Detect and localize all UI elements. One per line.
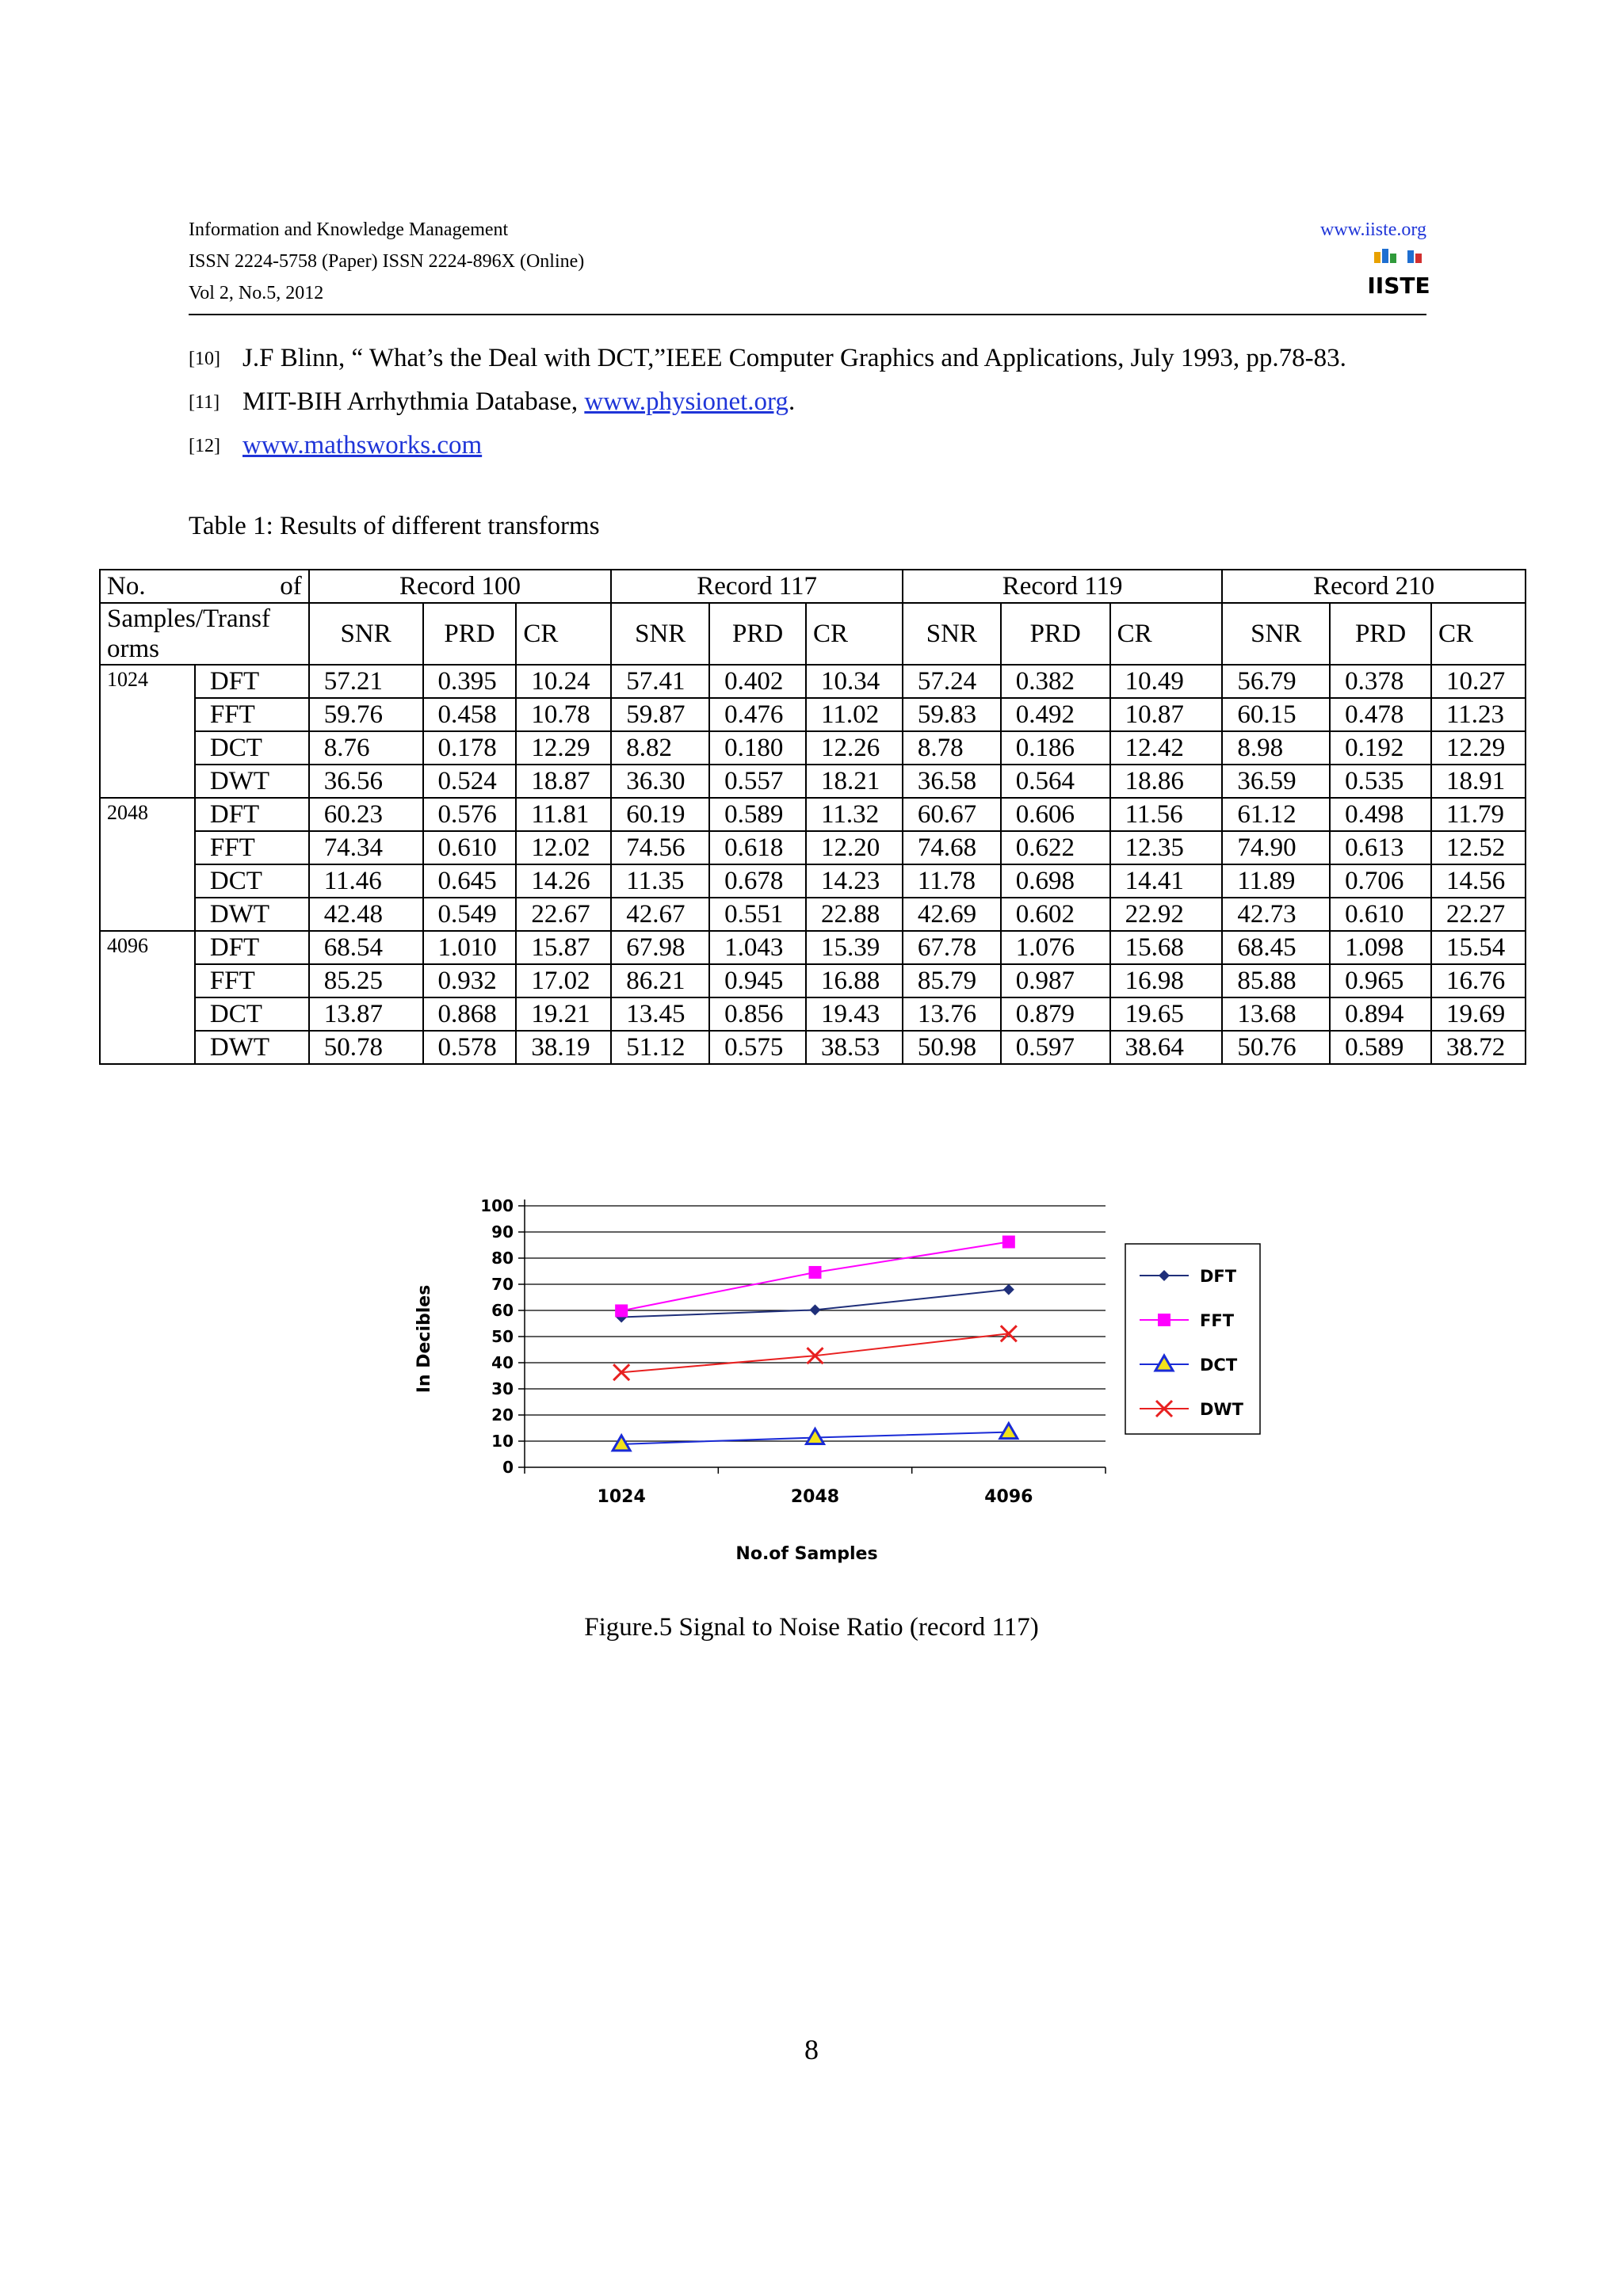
value-cell: 74.68	[903, 831, 1001, 864]
transform-cell: DCT	[195, 997, 309, 1031]
transform-cell: DFT	[195, 931, 309, 964]
value-cell: 0.610	[423, 831, 517, 864]
value-cell: 15.39	[806, 931, 903, 964]
value-cell: 0.576	[423, 798, 517, 831]
value-cell: 0.618	[709, 831, 806, 864]
value-cell: 42.73	[1222, 898, 1330, 931]
metric-header: CR	[806, 603, 903, 665]
transform-cell: DWT	[195, 898, 309, 931]
legend-marker	[1155, 1356, 1173, 1371]
value-cell: 56.79	[1222, 665, 1330, 698]
value-cell: 61.12	[1222, 798, 1330, 831]
value-cell: 10.49	[1110, 665, 1223, 698]
value-cell: 36.56	[309, 765, 423, 798]
page-number: 8	[804, 2034, 819, 2065]
value-cell: 36.30	[611, 765, 709, 798]
point-dct	[1000, 1424, 1018, 1439]
y-tick-label: 70	[491, 1275, 514, 1294]
value-cell: 12.26	[806, 731, 903, 765]
value-cell: 10.34	[806, 665, 903, 698]
value-cell: 85.79	[903, 964, 1001, 997]
value-cell: 8.78	[903, 731, 1001, 765]
value-cell: 0.492	[1001, 698, 1110, 731]
value-cell: 10.78	[516, 698, 611, 731]
value-cell: 1.043	[709, 931, 806, 964]
value-cell: 15.54	[1431, 931, 1526, 964]
y-tick-label: 80	[491, 1249, 514, 1268]
value-cell: 11.35	[611, 864, 709, 898]
value-cell: 1.010	[423, 931, 517, 964]
value-cell: 0.856	[709, 997, 806, 1031]
value-cell: 0.549	[423, 898, 517, 931]
value-cell: 12.29	[516, 731, 611, 765]
x-axis-label: No.of Samples	[735, 1544, 878, 1564]
value-cell: 19.69	[1431, 997, 1526, 1031]
value-cell: 0.602	[1001, 898, 1110, 931]
table-row	[100, 831, 1526, 864]
value-cell: 57.41	[611, 665, 709, 698]
value-cell: 0.613	[1330, 831, 1431, 864]
value-cell: 60.19	[611, 798, 709, 831]
value-cell: 15.68	[1110, 931, 1223, 964]
value-cell: 0.395	[423, 665, 517, 698]
value-cell: 67.98	[611, 931, 709, 964]
table-row	[100, 698, 1526, 731]
reference-link[interactable]: www.physionet.org	[584, 387, 789, 416]
record-header: Record 210	[1222, 570, 1526, 603]
value-cell: 59.83	[903, 698, 1001, 731]
metric-header: CR	[1431, 603, 1526, 665]
value-cell: 60.15	[1222, 698, 1330, 731]
logo-text: IISTE	[1367, 273, 1430, 299]
value-cell: 0.645	[423, 864, 517, 898]
table-row	[100, 731, 1526, 765]
value-cell: 14.56	[1431, 864, 1526, 898]
y-tick-label: 90	[491, 1222, 514, 1241]
x-tick-label: 1024	[597, 1487, 646, 1507]
value-cell: 11.02	[806, 698, 903, 731]
transform-cell: DCT	[195, 731, 309, 765]
issn-line: ISSN 2224-5758 (Paper) ISSN 2224-896X (Online)	[189, 251, 585, 272]
value-cell: 11.81	[516, 798, 611, 831]
y-tick-label: 20	[491, 1405, 514, 1425]
value-cell: 19.21	[516, 997, 611, 1031]
results-table	[99, 569, 1526, 1065]
transform-cell: DWT	[195, 1031, 309, 1064]
metric-header: PRD	[1330, 603, 1431, 665]
samples-cell: 2048	[100, 798, 195, 931]
value-cell: 19.65	[1110, 997, 1223, 1031]
snr-line-chart	[404, 1180, 1260, 1577]
value-cell: 0.564	[1001, 765, 1110, 798]
value-cell: 0.180	[709, 731, 806, 765]
legend-label: FFT	[1200, 1311, 1235, 1330]
value-cell: 0.524	[423, 765, 517, 798]
value-cell: 11.23	[1431, 698, 1526, 731]
value-cell: 16.88	[806, 964, 903, 997]
value-cell: 0.192	[1330, 731, 1431, 765]
value-cell: 74.56	[611, 831, 709, 864]
reference-number: [11]	[189, 392, 220, 413]
value-cell: 22.67	[516, 898, 611, 931]
series-line-dwt	[621, 1333, 1009, 1372]
value-cell: 0.597	[1001, 1031, 1110, 1064]
value-cell: 0.478	[1330, 698, 1431, 731]
value-cell: 0.578	[423, 1031, 517, 1064]
x-tick-label: 2048	[790, 1487, 840, 1507]
reference-text: J.F Blinn, “ What’s the Deal with DCT,”IEEE Computer Graphics and Applications, July 1993, pp.78-83.	[242, 344, 1346, 372]
value-cell: 0.186	[1001, 731, 1110, 765]
value-cell: 86.21	[611, 964, 709, 997]
value-cell: 57.21	[309, 665, 423, 698]
value-cell: 36.58	[903, 765, 1001, 798]
value-cell: 0.868	[423, 997, 517, 1031]
value-cell: 74.90	[1222, 831, 1330, 864]
value-cell: 12.29	[1431, 731, 1526, 765]
value-cell: 0.606	[1001, 798, 1110, 831]
volume-line: Vol 2, No.5, 2012	[189, 283, 324, 303]
table-row	[100, 997, 1526, 1031]
value-cell: 38.72	[1431, 1031, 1526, 1064]
value-cell: 0.706	[1330, 864, 1431, 898]
record-header: Record 119	[903, 570, 1222, 603]
reference-suffix: .	[788, 387, 796, 416]
references-list	[189, 337, 1346, 467]
corner-header-bottom: Samples/Transf orms	[100, 603, 309, 665]
table-row	[100, 665, 1526, 698]
transform-cell: DWT	[195, 765, 309, 798]
samples-cell: 4096	[100, 931, 195, 1064]
value-cell: 12.42	[1110, 731, 1223, 765]
point-dft	[810, 1304, 821, 1315]
value-cell: 11.32	[806, 798, 903, 831]
reference-text: MIT-BIH Arrhythmia Database,	[242, 387, 585, 416]
value-cell: 0.945	[709, 964, 806, 997]
y-tick-label: 100	[480, 1196, 514, 1215]
value-cell: 60.67	[903, 798, 1001, 831]
value-cell: 8.98	[1222, 731, 1330, 765]
value-cell: 0.965	[1330, 964, 1431, 997]
value-cell: 14.41	[1110, 864, 1223, 898]
metric-header: SNR	[611, 603, 709, 665]
table-row	[100, 1031, 1526, 1064]
value-cell: 50.76	[1222, 1031, 1330, 1064]
record-header: Record 100	[309, 570, 612, 603]
reference-item	[189, 424, 1346, 467]
value-cell: 8.82	[611, 731, 709, 765]
value-cell: 0.987	[1001, 964, 1110, 997]
metric-header: SNR	[1222, 603, 1330, 665]
value-cell: 0.557	[709, 765, 806, 798]
value-cell: 8.76	[309, 731, 423, 765]
value-cell: 36.59	[1222, 765, 1330, 798]
journal-name: Information and Knowledge Management	[189, 219, 509, 240]
value-cell: 0.498	[1330, 798, 1431, 831]
value-cell: 38.53	[806, 1031, 903, 1064]
table-caption: Table 1: Results of different transforms	[189, 512, 600, 540]
value-cell: 51.12	[611, 1031, 709, 1064]
value-cell: 0.178	[423, 731, 517, 765]
x-tick-label: 4096	[984, 1487, 1033, 1507]
reference-link[interactable]: www.mathsworks.com	[242, 431, 483, 460]
table-row	[100, 798, 1526, 831]
transform-cell: FFT	[195, 698, 309, 731]
value-cell: 0.879	[1001, 997, 1110, 1031]
value-cell: 67.78	[903, 931, 1001, 964]
y-tick-label: 40	[491, 1353, 514, 1372]
metric-header: SNR	[903, 603, 1001, 665]
value-cell: 0.610	[1330, 898, 1431, 931]
metric-header: SNR	[309, 603, 423, 665]
y-tick-label: 0	[502, 1458, 514, 1477]
value-cell: 0.458	[423, 698, 517, 731]
value-cell: 12.52	[1431, 831, 1526, 864]
legend-label: DWT	[1200, 1400, 1243, 1419]
value-cell: 10.27	[1431, 665, 1526, 698]
metric-header-row	[100, 603, 1526, 665]
point-dct	[807, 1429, 824, 1444]
metric-header: CR	[1110, 603, 1223, 665]
value-cell: 59.76	[309, 698, 423, 731]
value-cell: 18.86	[1110, 765, 1223, 798]
value-cell: 85.88	[1222, 964, 1330, 997]
y-tick-label: 10	[491, 1432, 514, 1451]
value-cell: 59.87	[611, 698, 709, 731]
value-cell: 1.098	[1330, 931, 1431, 964]
value-cell: 42.67	[611, 898, 709, 931]
table-row	[100, 898, 1526, 931]
value-cell: 0.894	[1330, 997, 1431, 1031]
value-cell: 57.24	[903, 665, 1001, 698]
value-cell: 10.87	[1110, 698, 1223, 731]
transform-cell: DFT	[195, 665, 309, 698]
value-cell: 13.87	[309, 997, 423, 1031]
reference-item	[189, 380, 1346, 424]
transform-cell: FFT	[195, 831, 309, 864]
figure-caption: Figure.5 Signal to Noise Ratio (record 117)	[584, 1613, 1039, 1642]
value-cell: 10.24	[516, 665, 611, 698]
table-header-row	[100, 570, 1526, 603]
value-cell: 74.34	[309, 831, 423, 864]
samples-cell: 1024	[100, 665, 195, 798]
value-cell: 1.076	[1001, 931, 1110, 964]
value-cell: 85.25	[309, 964, 423, 997]
table-row	[100, 931, 1526, 964]
value-cell: 38.64	[1110, 1031, 1223, 1064]
value-cell: 16.98	[1110, 964, 1223, 997]
value-cell: 68.54	[309, 931, 423, 964]
value-cell: 0.678	[709, 864, 806, 898]
reference-number: [10]	[189, 349, 220, 369]
value-cell: 11.46	[309, 864, 423, 898]
metric-header: PRD	[1001, 603, 1110, 665]
legend-marker	[1159, 1270, 1170, 1281]
legend-label: DFT	[1200, 1267, 1237, 1286]
value-cell: 0.476	[709, 698, 806, 731]
y-axis-label: In Decibles	[414, 1284, 434, 1394]
value-cell: 12.35	[1110, 831, 1223, 864]
value-cell: 0.535	[1330, 765, 1431, 798]
value-cell: 22.27	[1431, 898, 1526, 931]
point-dft	[1003, 1284, 1014, 1295]
value-cell: 0.378	[1330, 665, 1431, 698]
value-cell: 0.932	[423, 964, 517, 997]
point-fft	[809, 1266, 822, 1279]
metric-header: CR	[516, 603, 611, 665]
iiste-logo	[1367, 247, 1430, 306]
value-cell: 13.68	[1222, 997, 1330, 1031]
y-tick-label: 50	[491, 1327, 514, 1346]
point-fft	[615, 1304, 628, 1317]
transform-cell: DCT	[195, 864, 309, 898]
value-cell: 42.48	[309, 898, 423, 931]
value-cell: 0.402	[709, 665, 806, 698]
value-cell: 14.23	[806, 864, 903, 898]
value-cell: 11.89	[1222, 864, 1330, 898]
point-dct	[613, 1436, 630, 1451]
reference-number: [12]	[189, 436, 220, 456]
value-cell: 50.78	[309, 1031, 423, 1064]
value-cell: 17.02	[516, 964, 611, 997]
value-cell: 11.79	[1431, 798, 1526, 831]
legend-label: DCT	[1200, 1356, 1238, 1375]
value-cell: 12.02	[516, 831, 611, 864]
value-cell: 50.98	[903, 1031, 1001, 1064]
transform-cell: DFT	[195, 798, 309, 831]
value-cell: 22.88	[806, 898, 903, 931]
value-cell: 16.76	[1431, 964, 1526, 997]
value-cell: 18.91	[1431, 765, 1526, 798]
table-row	[100, 964, 1526, 997]
legend-marker	[1158, 1314, 1170, 1326]
value-cell: 18.21	[806, 765, 903, 798]
value-cell: 0.551	[709, 898, 806, 931]
value-cell: 11.78	[903, 864, 1001, 898]
table-row	[100, 864, 1526, 898]
value-cell: 13.45	[611, 997, 709, 1031]
website-link[interactable]: www.iiste.org	[1320, 219, 1426, 240]
value-cell: 0.622	[1001, 831, 1110, 864]
value-cell: 22.92	[1110, 898, 1223, 931]
value-cell: 42.69	[903, 898, 1001, 931]
value-cell: 13.76	[903, 997, 1001, 1031]
value-cell: 60.23	[309, 798, 423, 831]
value-cell: 15.87	[516, 931, 611, 964]
value-cell: 14.26	[516, 864, 611, 898]
corner-header-top: No. of	[100, 570, 309, 603]
value-cell: 11.56	[1110, 798, 1223, 831]
value-cell: 12.20	[806, 831, 903, 864]
value-cell: 68.45	[1222, 931, 1330, 964]
value-cell: 19.43	[806, 997, 903, 1031]
table-row	[100, 765, 1526, 798]
value-cell: 0.589	[709, 798, 806, 831]
value-cell: 0.589	[1330, 1031, 1431, 1064]
metric-header: PRD	[423, 603, 517, 665]
value-cell: 0.575	[709, 1031, 806, 1064]
page-header	[189, 214, 1430, 315]
transform-cell: FFT	[195, 964, 309, 997]
y-tick-label: 30	[491, 1379, 514, 1398]
record-header: Record 117	[611, 570, 903, 603]
value-cell: 0.382	[1001, 665, 1110, 698]
reference-item	[189, 337, 1346, 380]
value-cell: 18.87	[516, 765, 611, 798]
metric-header: PRD	[709, 603, 806, 665]
value-cell: 38.19	[516, 1031, 611, 1064]
point-fft	[1002, 1236, 1015, 1249]
y-tick-label: 60	[491, 1301, 514, 1320]
value-cell: 0.698	[1001, 864, 1110, 898]
